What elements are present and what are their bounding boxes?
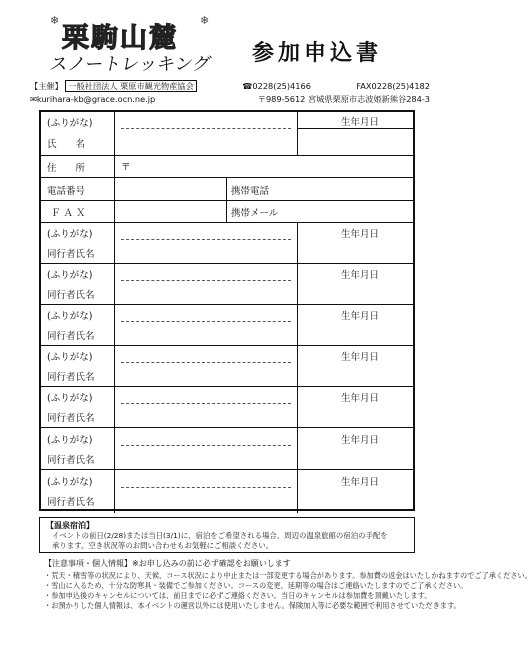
notice-body-line: イベントの前日(2/28)または当日(3/1)に、宿泊をご希望される場合、周辺の温泉旅館の宿泊の手配を [52, 531, 388, 540]
companion-name-label: 同行者氏名 [47, 249, 95, 260]
notes-heading: 【注意事項・個人情報】※お申し込みの前に必ず確認をお願いします [44, 559, 291, 568]
logo-kanji: 栗駒山麓 [62, 23, 178, 54]
note-item: ・雪山に入るため、十分な防寒具・装備でご参加ください。コースの変更、延期等の場合はご連絡いたしますのでご了承ください。 [44, 581, 468, 590]
note-item: ・お預かりした個人情報は、本イベントの運営以外には使用いたしません。保険加入等に必要な範囲で利用させていただきます。 [44, 601, 461, 610]
snowflake-icon: ❄ [200, 14, 210, 27]
row-divider [297, 128, 413, 129]
row-divider [41, 427, 413, 428]
application-form [39, 110, 415, 511]
applicant-name-label: 氏 名 [47, 139, 86, 150]
email-address: ✉kurihara-kb@grace.ocn.ne.jp [30, 94, 156, 104]
row-divider [41, 222, 413, 223]
postal-address: 〒989-5612 宮城県栗原市志波姫新熊谷284-3 [257, 94, 430, 104]
companion-furigana-label: (ふりがな) [47, 477, 93, 488]
companion-birthdate-label: 生年月日 [341, 352, 380, 363]
mobile-email-label: 携帯メール [231, 208, 279, 219]
row-divider [41, 345, 413, 346]
row-divider [41, 263, 413, 264]
note-item: ・参加申込後のキャンセルについては、前日までに必ずご連絡ください。当日のキャンセルは参加費を頂戴いたします。 [44, 591, 432, 600]
label-column-divider [114, 112, 115, 513]
furigana-field[interactable] [121, 128, 291, 129]
row-divider [41, 177, 413, 178]
notice-body-line: 承ります。空き状況等のお問い合わせもお気軽にご相談ください。 [52, 541, 274, 550]
furigana-field[interactable] [121, 403, 291, 404]
companion-name-label: 同行者氏名 [47, 413, 95, 424]
companion-name-label: 同行者氏名 [47, 372, 95, 383]
fax-number: FAX0228(25)4182 [356, 81, 430, 91]
companion-birthdate-label: 生年月日 [341, 311, 380, 322]
event-logo [47, 14, 240, 75]
furigana-field[interactable] [121, 487, 291, 488]
row-divider [41, 386, 413, 387]
companion-furigana-label: (ふりがな) [47, 393, 93, 404]
furigana-field[interactable] [121, 362, 291, 363]
companion-name-label: 同行者氏名 [47, 497, 95, 508]
phone-label: 電話番号 [47, 186, 86, 197]
hot-spring-notice [39, 517, 415, 553]
notice-heading: 【温泉宿泊】 [46, 521, 94, 530]
organizer-label: 【主催】 [30, 81, 63, 91]
companion-furigana-label: (ふりがな) [47, 229, 93, 240]
furigana-field[interactable] [121, 321, 291, 322]
furigana-field[interactable] [121, 239, 291, 240]
address-label: 住 所 [47, 163, 86, 174]
phone-number: ☎0228(25)4166 [242, 81, 311, 91]
furigana-field[interactable] [121, 280, 291, 281]
organizer-contact [30, 80, 430, 106]
applicant-furigana-label: (ふりがな) [47, 118, 93, 129]
postal-mark: 〒 [121, 162, 131, 173]
companion-furigana-label: (ふりがな) [47, 311, 93, 322]
note-item: ・荒天・積雪等の状況により、天候、コース状況により中止または一部変更する場合があります。参加費の返金はいたしかねますのでご了承ください。 [44, 571, 532, 580]
row-divider [41, 469, 413, 470]
row-divider [41, 200, 413, 201]
companion-name-label: 同行者氏名 [47, 331, 95, 342]
companion-furigana-label: (ふりがな) [47, 270, 93, 281]
companion-name-label: 同行者氏名 [47, 290, 95, 301]
companion-birthdate-label: 生年月日 [341, 393, 380, 404]
companion-furigana-label: (ふりがな) [47, 435, 93, 446]
birthdate-column-divider [297, 112, 298, 155]
companion-birthdate-label: 生年月日 [341, 229, 380, 240]
organizer-name: 一般社団法人 栗原市観光物産協会 [65, 80, 196, 92]
row-divider [41, 155, 413, 156]
logo-katakana: スノートレッキング [47, 54, 213, 75]
mobile-phone-label: 携帯電話 [231, 186, 270, 197]
snowflake-icon: ❄ [50, 14, 60, 27]
applicant-birthdate-label: 生年月日 [341, 117, 380, 128]
fax-label: Ｆ Ａ Ｘ [51, 208, 86, 219]
furigana-field[interactable] [121, 445, 291, 446]
page-title: 参加申込書 [252, 41, 383, 66]
companion-birthdate-label: 生年月日 [341, 435, 380, 446]
companion-furigana-label: (ふりがな) [47, 352, 93, 363]
companion-birthdate-label: 生年月日 [341, 477, 380, 488]
terms-notes [44, 559, 532, 611]
companion-name-label: 同行者氏名 [47, 455, 95, 466]
companion-birthdate-label: 生年月日 [341, 270, 380, 281]
row-divider [41, 304, 413, 305]
